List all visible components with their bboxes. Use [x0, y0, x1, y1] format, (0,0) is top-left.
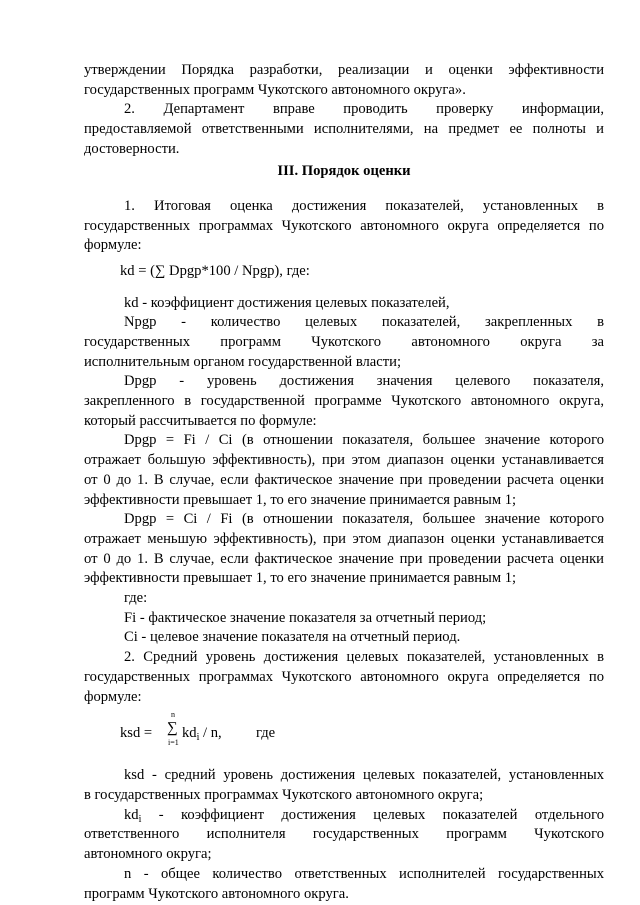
text-line: Dpgp = Ci / Fi (в отношении показателя, большее значение которого — [124, 511, 604, 528]
text-line: государственных программах Чукотского автономного округа определяется по — [84, 217, 604, 234]
text-line: в государственных программах Чукотского автономного округа; — [84, 787, 484, 804]
text-line: отражает меньшую эффективность), при этом диапазон оценки устанавливается — [84, 530, 604, 547]
formula-where: где — [256, 725, 276, 742]
formula-subscript: i — [196, 732, 200, 744]
section-heading: III. Порядок оценки — [277, 162, 411, 179]
text-line: формуле: — [84, 237, 142, 254]
text-line: n - общее количество ответственных исполнителей государственных — [124, 865, 604, 882]
text-line: Ci - целевое значение показателя на отчетный период. — [124, 629, 461, 646]
text-line: Fi - фактическое значение показателя за отчетный период; — [124, 609, 487, 626]
text-line — [124, 805, 604, 825]
text-line: достоверности. — [84, 140, 180, 157]
sigma-glyph: ∑ — [167, 720, 178, 737]
text-line: программ Чукотского автономного округа. — [84, 885, 349, 902]
text-line: 2. Средний уровень достижения целевых показателей, установленных в — [124, 649, 604, 666]
text-line: Npgp - количество целевых показателей, закрепленных в — [124, 314, 604, 331]
text-line: который рассчитывается по формуле: — [84, 412, 317, 429]
text-line: от 0 до 1. В случае, если фактическое значение при проведении расчета оценки — [84, 550, 604, 567]
text-line: формуле: — [84, 688, 142, 705]
text-line: 2. Департамент вправе проводить проверку информации, — [124, 101, 604, 118]
formula-kd-symbol: kd — [182, 725, 197, 742]
text-line: Dpgp = Fi / Ci (в отношении показателя, большее значение которого — [124, 432, 604, 449]
text-line: эффективности превышает 1, то его значение принимается равным 1; — [84, 570, 517, 587]
text-line: ksd - средний уровень достижения целевых показателей, установленных — [124, 767, 604, 784]
sigma-upper: n — [171, 710, 175, 720]
text-line: kd - коэффициент достижения целевых показателей, — [124, 294, 450, 311]
text-line: утверждении Порядка разработки, реализации и оценки эффективности — [84, 62, 604, 79]
text-line: государственных программ Чукотского автономного округа». — [84, 81, 466, 98]
sigma-lower: i=1 — [168, 738, 179, 748]
text-line: ответственного исполнителя государственных программ Чукотского — [84, 826, 604, 843]
text-line: автономного округа; — [84, 846, 212, 863]
text-line: предоставляемой ответственными исполнителями, на предмет ее полноты и — [84, 121, 604, 138]
text-line: государственных программах Чукотского автономного округа определяется по — [84, 668, 604, 685]
text-line: государственных программ Чукотского автономного округа за — [84, 333, 604, 350]
formula-lhs: ksd = — [120, 725, 153, 742]
kd-symbol: kd — [124, 806, 139, 823]
text-line: исполнительным органом государственной власти; — [84, 353, 401, 370]
text-line: закрепленного в государственной программе Чукотского автономного округа, — [84, 393, 604, 410]
text-line: 1. Итоговая оценка достижения показателей, установленных в — [124, 198, 604, 214]
text-line: эффективности превышает 1, то его значение принимается равным 1; — [84, 491, 517, 508]
formula-rest: / n, — [199, 725, 222, 742]
formula-ksd — [120, 711, 420, 757]
text-line: где: — [124, 590, 148, 607]
text-line: Dpgp - уровень достижения значения целевого показателя, — [124, 373, 604, 390]
text-line: от 0 до 1. В случае, если фактическое значение при проведении расчета оценки — [84, 471, 604, 488]
formula-rhs — [182, 725, 222, 743]
subscript: i — [138, 813, 142, 825]
text-line: отражает большую эффективность), при этом диапазон оценки устанавливается — [84, 452, 604, 469]
text-span: - коэффициент достижения целевых показателей отдельного — [141, 806, 604, 823]
formula-kd: kd = (∑ Dpgp*100 / Npgp), где: — [120, 263, 310, 280]
